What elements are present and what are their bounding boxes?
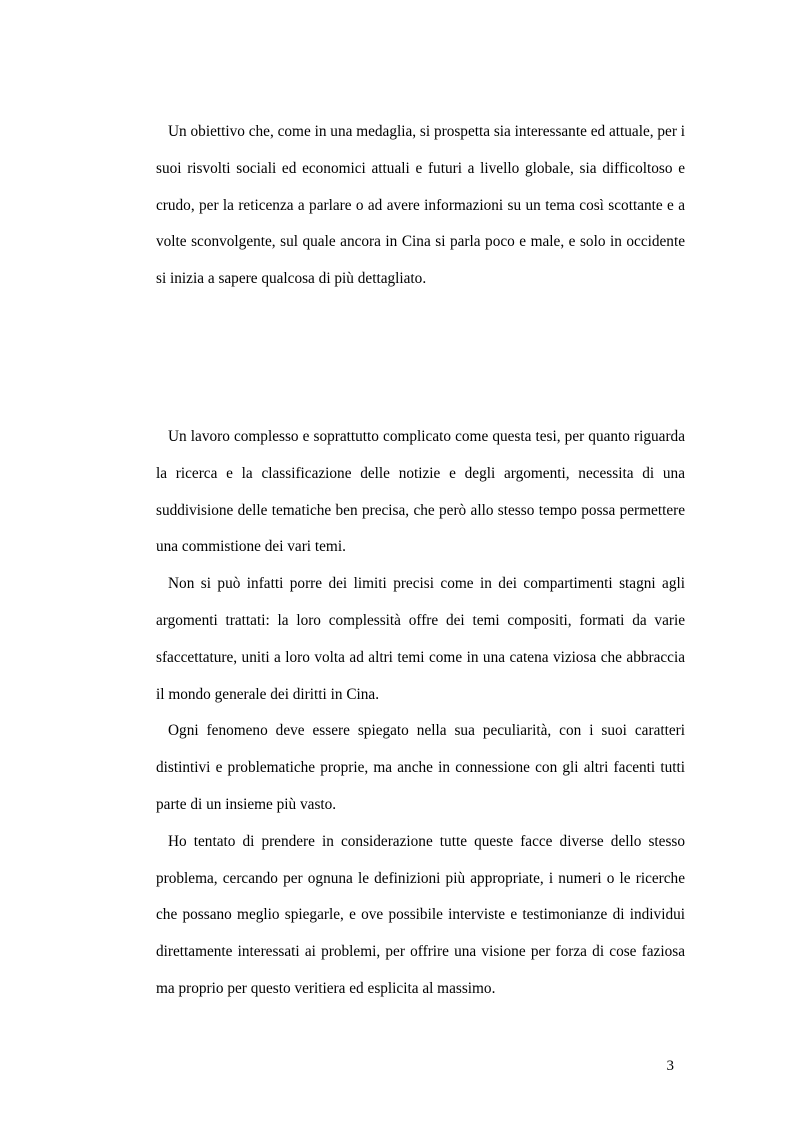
paragraph: Un lavoro complesso e soprattutto complicato come questa tesi, per quanto riguarda la ricerca e la classificazione delle notizie e degli argomenti, necessita di una suddivisione delle tematiche ben precisa, che però allo stesso tempo possa permettere una commistione dei vari temi. [156, 428, 685, 556]
intro-section [156, 114, 685, 298]
paragraph: Ho tentato di prendere in considerazione tutte queste facce diverse dello stesso problema, cercando per ognuna le definizioni più appropriate, i numeri o le ricerche che possano meglio spiegarle, e ove possibile interviste e testimonianze di individui direttamente interessati ai problemi, per offrire una visione per forza di cose faziosa ma proprio per questo veritiera ed esplicita al massimo. [156, 832, 685, 997]
body-section [156, 419, 685, 1008]
paragraph: Ogni fenomeno deve essere spiegato nella sua peculiarità, con i suoi caratteri distintivi e problematiche proprie, ma anche in connessione con gli altri facenti tutti parte di un insieme più vasto. [156, 722, 685, 813]
paragraph: Un obiettivo che, come in una medaglia, si prospetta sia interessante ed attuale, per i suoi risvolti sociali ed economici attuali e futuri a livello globale, sia difficoltoso e crudo, per la reticenza a parlare o ad avere informazioni su un tema così scottante e a volte sconvolgente, sul quale ancora in Cina si parla poco e male, e solo in occidente si inizia a sapere qualcosa di più dettagliato. [156, 123, 685, 288]
paragraph: Non si può infatti porre dei limiti precisi come in dei compartimenti stagni agli argomenti trattati: la loro complessità offre dei temi compositi, formati da varie sfaccettature, uniti a loro volta ad altri temi come in una catena viziosa che abbraccia il mondo generale dei diritti in Cina. [156, 575, 685, 703]
page-number: 3 [666, 1058, 674, 1074]
